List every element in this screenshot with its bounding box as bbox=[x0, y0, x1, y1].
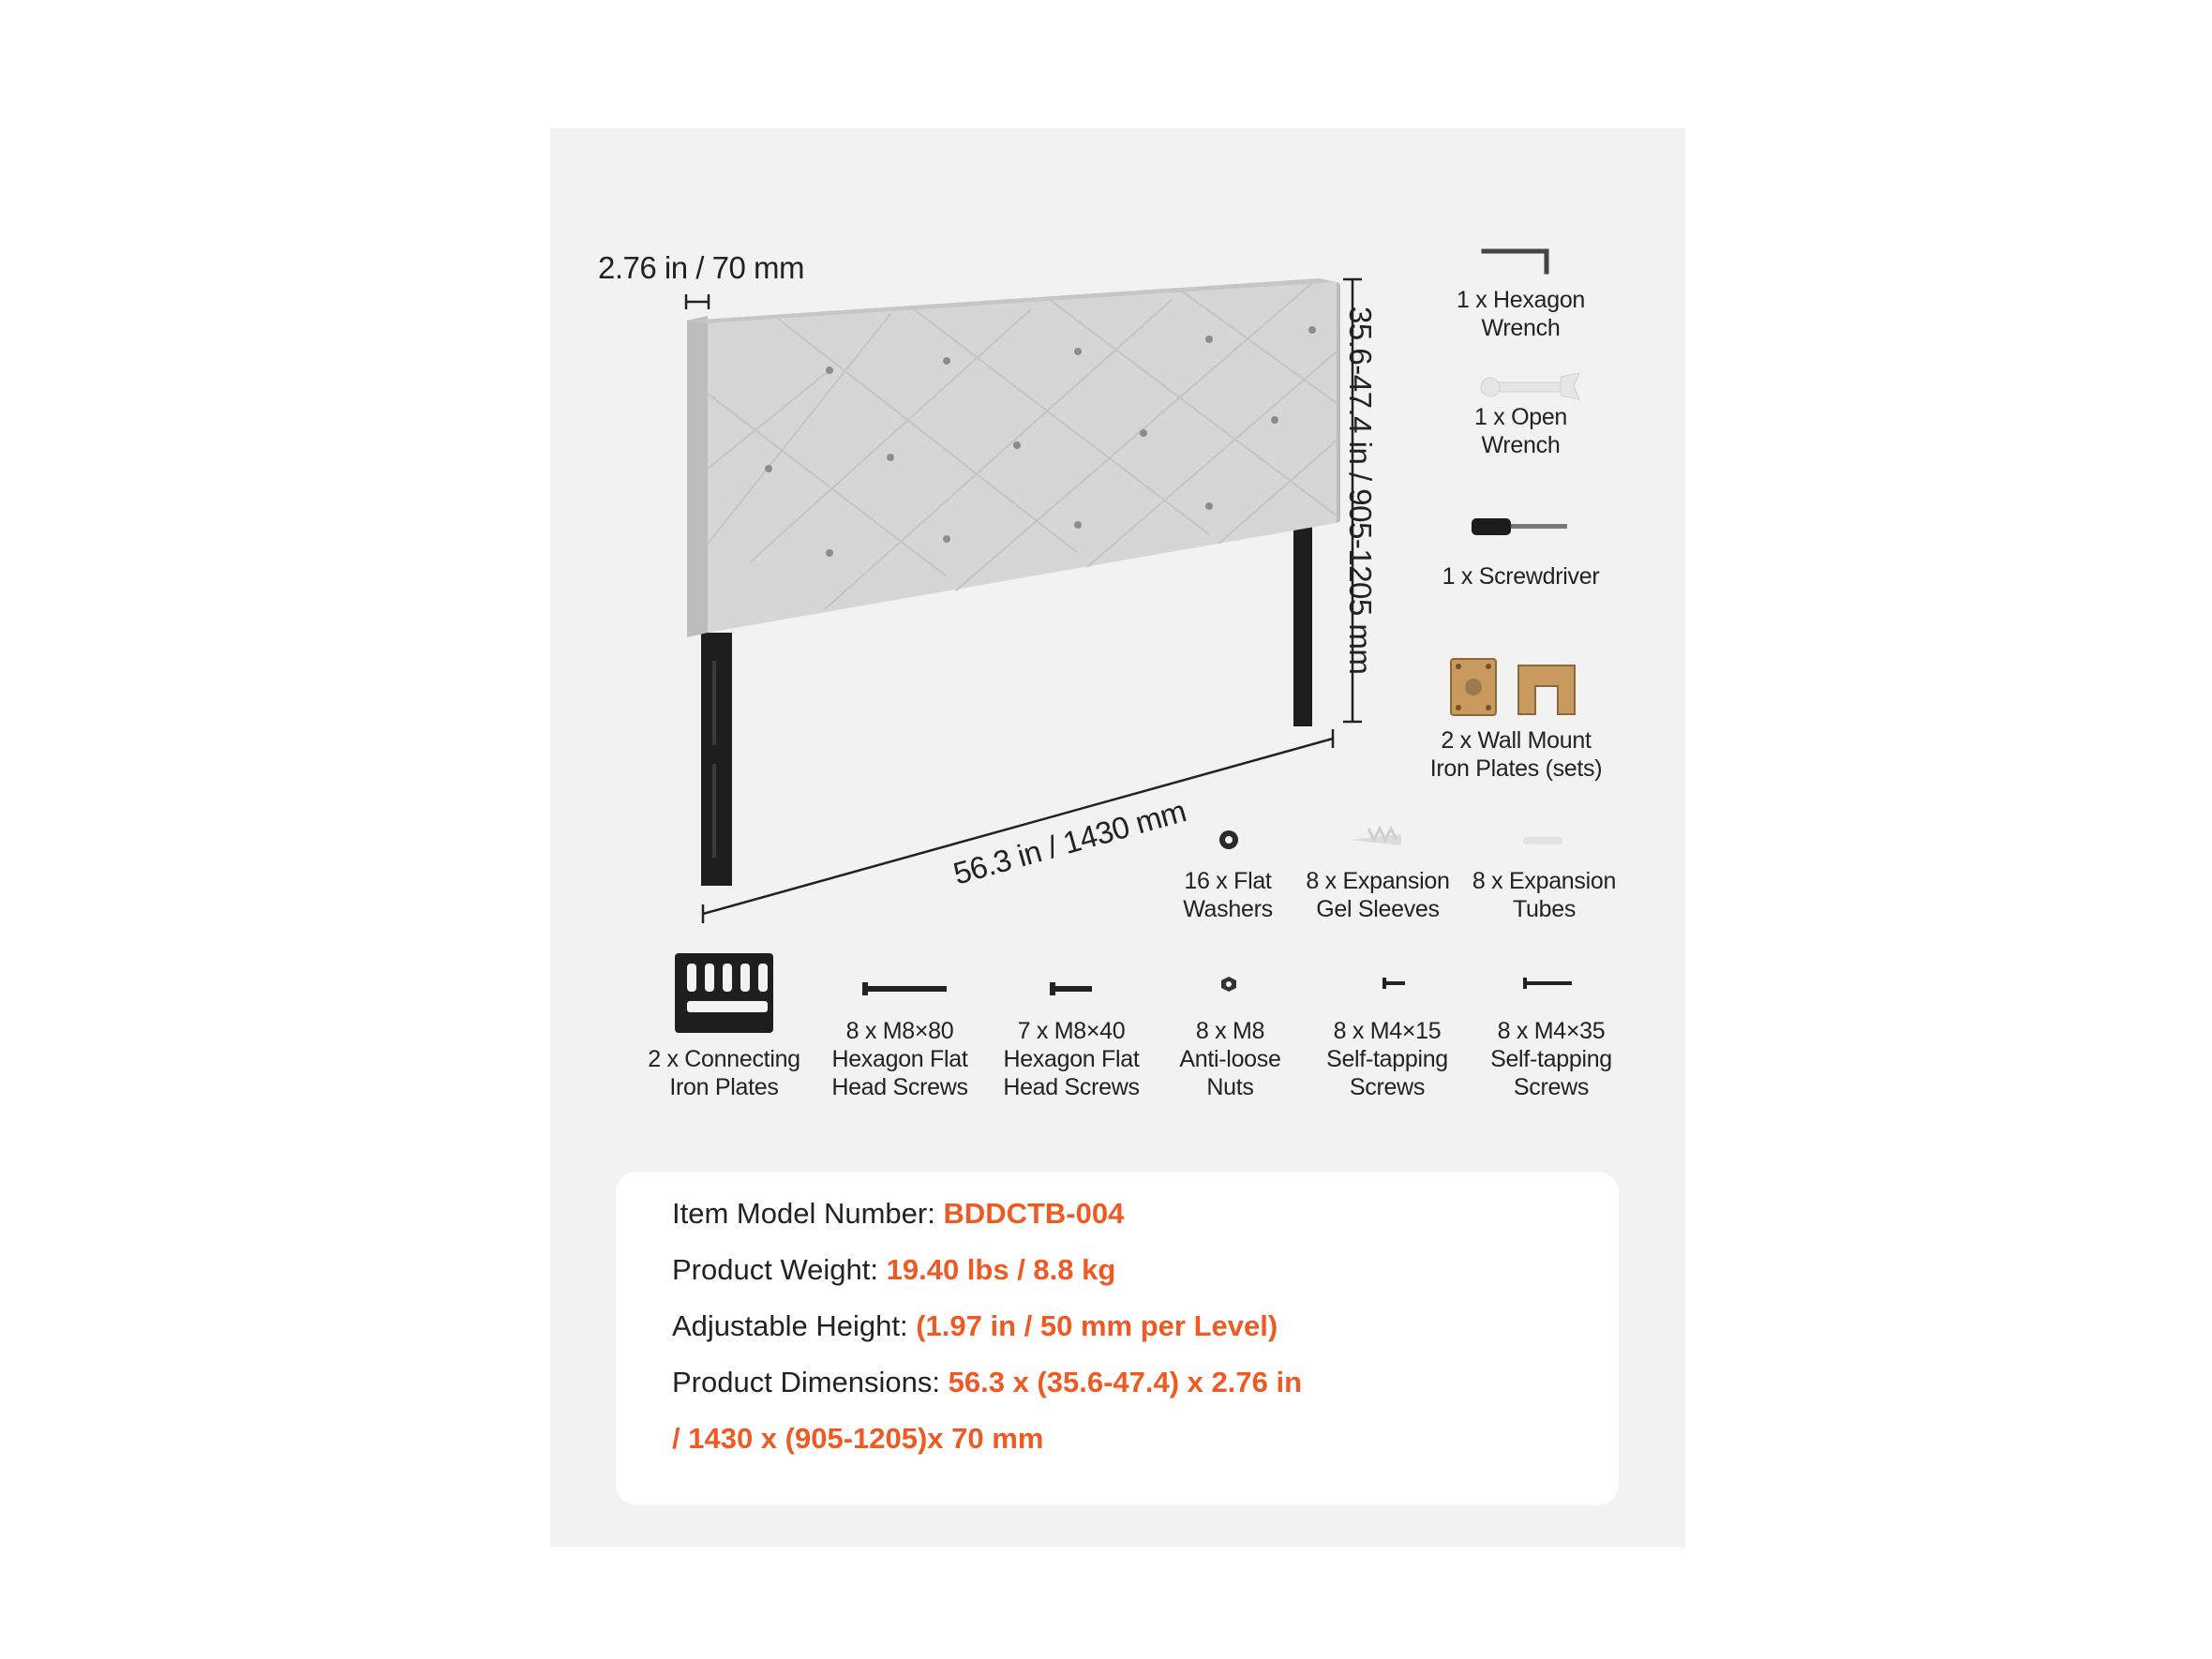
connecting-plate-icon bbox=[675, 953, 773, 1033]
expansion-tube-icon bbox=[1523, 837, 1562, 844]
open-wrench-icon bbox=[1481, 373, 1579, 399]
long-screw-icon bbox=[862, 982, 947, 995]
small-screw-icon bbox=[1382, 978, 1405, 989]
wall-mount-plate-icon bbox=[1451, 659, 1575, 715]
hardware-label-m8-nuts: 8 x M8 Anti-loose Nuts bbox=[1179, 1018, 1281, 1100]
hardware-label-gel-sleeves: 8 x Expansion Gel Sleeves bbox=[1306, 868, 1450, 922]
adjustable-height-line bbox=[672, 1309, 1278, 1343]
width-dimension-label: 56.3 in / 1430 mm bbox=[949, 793, 1190, 891]
washer-icon bbox=[1219, 830, 1238, 849]
hardware-label-connecting-plates: 2 x Connecting Iron Plates bbox=[648, 1046, 800, 1100]
hardware-label-m4x35-screws: 8 x M4×35 Self-tapping Screws bbox=[1490, 1018, 1612, 1100]
adjustable-height-label: Adjustable Height: bbox=[672, 1309, 917, 1342]
weight-value: 19.40 lbs / 8.8 kg bbox=[886, 1253, 1116, 1286]
tool-label-open-wrench: 1 x Open Wrench bbox=[1473, 404, 1568, 458]
dimensions-label: Product Dimensions: bbox=[672, 1366, 949, 1398]
tool-label-wall-mount-plates: 2 x Wall Mount Iron Plates (sets) bbox=[1429, 727, 1603, 782]
height-dimension-label: 35.6-47.4 in / 905-1205 mm bbox=[1343, 306, 1378, 675]
hexagon-wrench-icon bbox=[1484, 251, 1547, 272]
depth-dimension-label: 2.76 in / 70 mm bbox=[598, 250, 804, 285]
nut-icon bbox=[1221, 977, 1236, 992]
weight-label: Product Weight: bbox=[672, 1253, 887, 1286]
self-tapping-screw-icon bbox=[1523, 978, 1572, 989]
gel-sleeve-icon bbox=[1350, 829, 1401, 845]
tool-label-screwdriver: 1 x Screwdriver bbox=[1442, 563, 1600, 590]
adjustable-height-value: (1.97 in / 50 mm per Level) bbox=[916, 1309, 1278, 1342]
model-number-label: Item Model Number: bbox=[672, 1197, 944, 1230]
weight-line bbox=[672, 1253, 1115, 1287]
dimensions-metric-line bbox=[672, 1422, 1043, 1456]
hardware-label-m8x40-screws: 7 x M8×40 Hexagon Flat Head Screws bbox=[1003, 1018, 1140, 1100]
hardware-label-expansion-tubes: 8 x Expansion Tubes bbox=[1472, 868, 1617, 922]
hardware-label-m4x15-screws: 8 x M4×15 Self-tapping Screws bbox=[1326, 1018, 1448, 1100]
product-info-card bbox=[616, 1172, 1619, 1505]
dimensions-line bbox=[672, 1366, 1302, 1399]
short-screw-icon bbox=[1050, 982, 1092, 995]
hardware-label-washers: 16 x Flat Washers bbox=[1183, 868, 1273, 922]
screwdriver-icon bbox=[1472, 518, 1567, 535]
tool-label-hexagon-wrench: 1 x Hexagon Wrench bbox=[1456, 287, 1586, 341]
model-number-value: BDDCTB-004 bbox=[943, 1197, 1125, 1230]
dimensions-value-metric: / 1430 x (905-1205)x 70 mm bbox=[672, 1422, 1044, 1455]
hardware-label-m8x80-screws: 8 x M8×80 Hexagon Flat Head Screws bbox=[831, 1018, 968, 1100]
dimensions-value-imperial: 56.3 x (35.6-47.4) x 2.76 in bbox=[948, 1366, 1303, 1398]
model-number-line bbox=[672, 1197, 1124, 1231]
